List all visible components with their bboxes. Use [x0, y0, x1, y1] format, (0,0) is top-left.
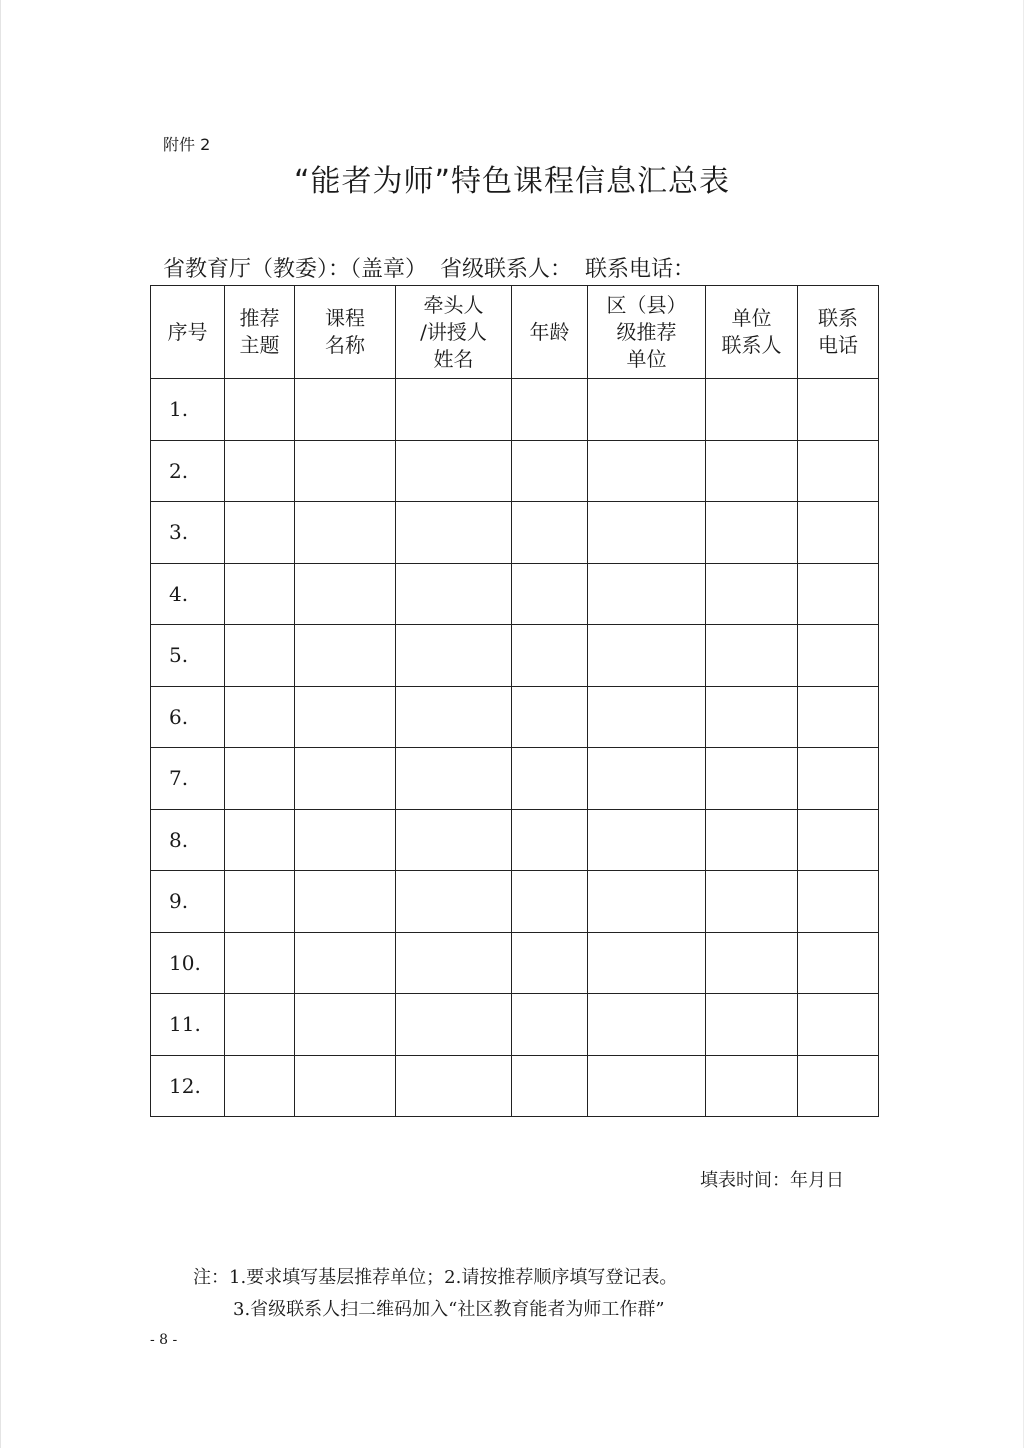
blank-cell	[798, 994, 879, 1056]
blank-cell	[225, 809, 295, 871]
blank-cell	[396, 563, 512, 625]
blank-cell	[512, 440, 588, 502]
blank-cell	[396, 871, 512, 933]
page-number: - 8 -	[150, 1332, 178, 1348]
blank-cell	[798, 932, 879, 994]
blank-cell	[706, 748, 798, 810]
blank-cell	[588, 871, 706, 933]
column-header-line: 联系	[818, 306, 858, 330]
row-number: 2.	[151, 440, 225, 502]
header-field-phone: 联系电话：	[585, 257, 696, 282]
column-header	[396, 286, 512, 379]
blank-cell	[512, 502, 588, 564]
row-number: 7.	[151, 748, 225, 810]
blank-cell	[225, 871, 295, 933]
table-row	[151, 994, 879, 1056]
blank-cell	[225, 994, 295, 1056]
column-header-line: 推荐	[239, 306, 280, 330]
column-header-line: 课程	[325, 306, 365, 330]
table-row	[151, 379, 879, 441]
column-header	[798, 286, 879, 379]
column-header-line: 序号	[167, 319, 208, 344]
table-header-row	[151, 286, 879, 379]
blank-cell	[706, 440, 798, 502]
blank-cell	[396, 440, 512, 502]
row-number: 3.	[151, 502, 225, 564]
blank-cell	[512, 748, 588, 810]
column-header-line: 区（县）	[606, 292, 687, 317]
blank-cell	[295, 625, 396, 687]
blank-cell	[396, 686, 512, 748]
blank-cell	[588, 440, 706, 502]
blank-cell	[225, 686, 295, 748]
blank-cell	[295, 871, 396, 933]
blank-cell	[706, 994, 798, 1056]
blank-cell	[798, 502, 879, 564]
column-header	[512, 286, 588, 379]
blank-cell	[798, 440, 879, 502]
blank-cell	[396, 502, 512, 564]
blank-cell	[706, 502, 798, 564]
blank-cell	[225, 440, 295, 502]
column-header-line: 年龄	[529, 319, 570, 344]
table-row	[151, 625, 879, 687]
blank-cell	[295, 994, 396, 1056]
column-header	[295, 286, 396, 379]
blank-cell	[225, 748, 295, 810]
blank-cell	[396, 1055, 512, 1117]
column-header-line: 牵头人	[423, 292, 484, 317]
blank-cell	[295, 932, 396, 994]
blank-cell	[588, 502, 706, 564]
blank-cell	[225, 932, 295, 994]
row-number: 9.	[151, 871, 225, 933]
blank-cell	[512, 379, 588, 441]
blank-cell	[706, 1055, 798, 1117]
blank-cell	[295, 809, 396, 871]
table-row	[151, 809, 879, 871]
blank-cell	[295, 748, 396, 810]
course-info-table	[150, 285, 879, 1117]
page-title: “能者为师”特色课程信息汇总表	[293, 164, 731, 199]
blank-cell	[295, 502, 396, 564]
blank-cell	[512, 563, 588, 625]
column-header-line: 单位	[626, 346, 667, 371]
row-number: 1.	[151, 379, 225, 441]
row-number: 12.	[151, 1055, 225, 1117]
blank-cell	[396, 625, 512, 687]
note-line-2: 3.省级联系人扫二维码加入“社区教育能者为师工作群”	[233, 1299, 665, 1320]
note-line-1: 注：1.要求填写基层推荐单位；2.请按推荐顺序填写登记表。	[193, 1267, 678, 1288]
blank-cell	[512, 1055, 588, 1117]
blank-cell	[512, 625, 588, 687]
attachment-label: 附件 2	[163, 135, 211, 154]
column-header	[706, 286, 798, 379]
blank-cell	[512, 809, 588, 871]
header-fields	[163, 252, 701, 283]
blank-cell	[798, 686, 879, 748]
table-row	[151, 871, 879, 933]
blank-cell	[295, 686, 396, 748]
blank-cell	[706, 563, 798, 625]
blank-cell	[706, 379, 798, 441]
blank-cell	[225, 379, 295, 441]
row-number: 4.	[151, 563, 225, 625]
blank-cell	[588, 748, 706, 810]
column-header	[151, 286, 225, 379]
blank-cell	[706, 625, 798, 687]
blank-cell	[588, 994, 706, 1056]
column-header-line: /讲授人	[420, 319, 487, 344]
blank-cell	[588, 625, 706, 687]
blank-cell	[396, 994, 512, 1056]
table-row	[151, 1055, 879, 1117]
blank-cell	[512, 932, 588, 994]
blank-cell	[706, 809, 798, 871]
column-header	[225, 286, 295, 379]
blank-cell	[396, 748, 512, 810]
column-header-line: 电话	[818, 333, 858, 357]
table-row	[151, 563, 879, 625]
blank-cell	[588, 932, 706, 994]
header-field-contact: 省级联系人：	[440, 257, 573, 282]
blank-cell	[588, 1055, 706, 1117]
table-row	[151, 440, 879, 502]
header-field-department: 省教育厅（教委）：（盖章）	[163, 257, 428, 282]
blank-cell	[798, 563, 879, 625]
blank-cell	[295, 379, 396, 441]
table-row	[151, 748, 879, 810]
blank-cell	[588, 686, 706, 748]
column-header-line: 联系人	[721, 333, 782, 357]
blank-cell	[295, 1055, 396, 1117]
column-header-line: 单位	[731, 306, 772, 330]
row-number: 6.	[151, 686, 225, 748]
column-header-line: 姓名	[433, 346, 474, 371]
row-number: 10.	[151, 932, 225, 994]
blank-cell	[588, 379, 706, 441]
blank-cell	[512, 871, 588, 933]
blank-cell	[798, 748, 879, 810]
blank-cell	[706, 932, 798, 994]
table-body	[151, 379, 879, 1117]
blank-cell	[225, 1055, 295, 1117]
column-header-line: 名称	[325, 333, 365, 357]
blank-cell	[396, 809, 512, 871]
notes	[193, 1262, 677, 1326]
blank-cell	[295, 563, 396, 625]
blank-cell	[225, 625, 295, 687]
blank-cell	[798, 1055, 879, 1117]
column-header-line: 级推荐	[616, 319, 677, 344]
row-number: 11.	[151, 994, 225, 1056]
column-header-line: 主题	[239, 333, 280, 357]
blank-cell	[798, 871, 879, 933]
blank-cell	[396, 379, 512, 441]
table-row	[151, 686, 879, 748]
blank-cell	[798, 809, 879, 871]
table-row	[151, 932, 879, 994]
blank-cell	[396, 932, 512, 994]
blank-cell	[798, 379, 879, 441]
blank-cell	[225, 502, 295, 564]
row-number: 8.	[151, 809, 225, 871]
blank-cell	[588, 809, 706, 871]
blank-cell	[706, 871, 798, 933]
fill-time: 填表时间：年月日	[700, 1170, 844, 1191]
column-header	[588, 286, 706, 379]
blank-cell	[225, 563, 295, 625]
blank-cell	[706, 686, 798, 748]
row-number: 5.	[151, 625, 225, 687]
blank-cell	[588, 563, 706, 625]
blank-cell	[512, 686, 588, 748]
blank-cell	[798, 625, 879, 687]
blank-cell	[295, 440, 396, 502]
blank-cell	[512, 994, 588, 1056]
table-row	[151, 502, 879, 564]
